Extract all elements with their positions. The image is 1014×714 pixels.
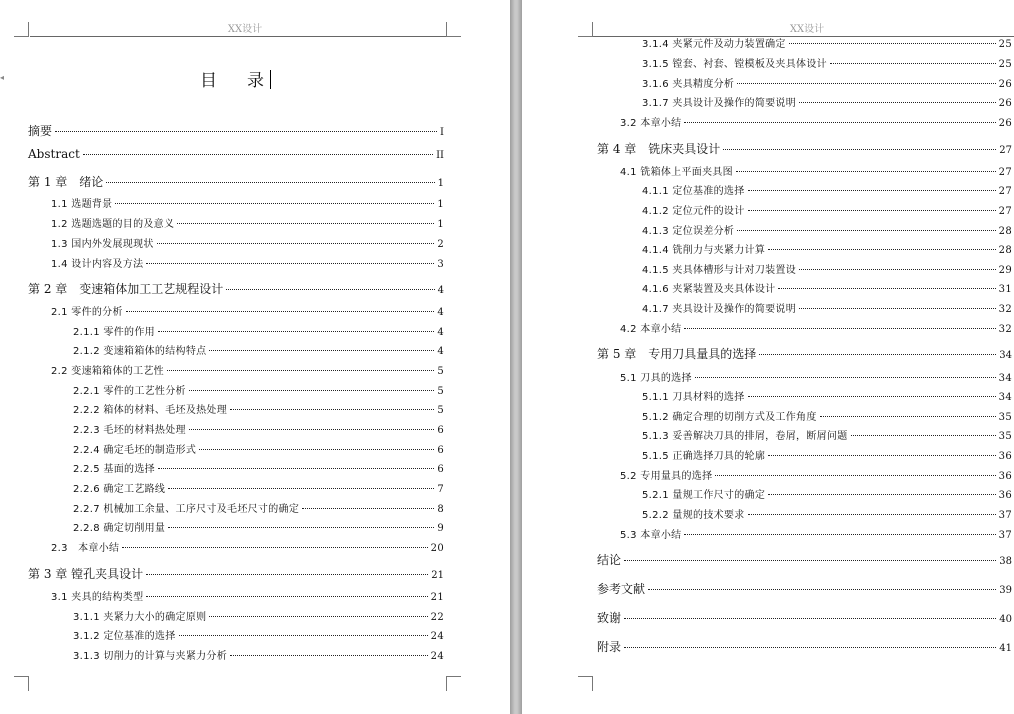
toc-dot-leader: [799, 308, 996, 309]
toc-section-entry[interactable]: [620, 371, 1012, 387]
toc-entry-title: 3.1.1 夹紧力大小的确定原则: [73, 612, 207, 623]
toc-dot-leader: [778, 288, 995, 289]
toc-section-entry[interactable]: [73, 610, 444, 626]
toc-dot-leader: [106, 182, 434, 183]
right-page: [522, 0, 1014, 714]
toc-dot-leader: [684, 328, 995, 329]
toc-page-number: 2: [437, 239, 444, 250]
toc-dot-leader: [115, 203, 434, 204]
margin-corner-mark: [578, 22, 593, 37]
toc-page-number: 1: [437, 219, 444, 230]
toc-entry-title: 2.2.8 确定切削用量: [73, 523, 166, 534]
toc-section-entry[interactable]: [642, 204, 1012, 220]
toc-page-number: 37: [998, 530, 1012, 541]
toc-entry-title: 附录: [597, 640, 622, 654]
toc-dot-leader: [624, 618, 996, 619]
toc-page-number: 31: [998, 284, 1012, 295]
toc-section-entry[interactable]: [642, 449, 1012, 465]
toc-chapter-entry[interactable]: [597, 552, 1012, 570]
toc-section-entry[interactable]: [642, 77, 1012, 93]
toc-dot-leader: [146, 596, 427, 597]
toc-entry-title: 4.1.2 定位元件的设计: [642, 206, 745, 217]
toc-dot-leader: [230, 655, 428, 656]
toc-section-entry[interactable]: [642, 282, 1012, 298]
toc-dot-leader: [83, 154, 433, 155]
toc-dot-leader: [768, 249, 996, 250]
toc-entry-title: 3.2 本章小结: [620, 118, 682, 129]
toc-section-entry[interactable]: [51, 237, 444, 253]
toc-dot-leader: [146, 263, 434, 264]
toc-section-entry[interactable]: [642, 37, 1012, 53]
toc-page-number: 4: [437, 346, 444, 357]
toc-section-entry[interactable]: [620, 469, 1012, 485]
toc-page-number: 36: [998, 471, 1012, 482]
toc-entry-title: 4.1.3 定位误差分析: [642, 226, 735, 237]
toc-dot-leader: [799, 269, 996, 270]
toc-page-number: 34: [998, 373, 1012, 384]
toc-section-entry[interactable]: [73, 325, 444, 341]
toc-entry-title: 第 5 章 专用刀具量具的选择: [597, 347, 757, 361]
toc-entry-title: Abstract: [28, 147, 80, 161]
toc-section-entry[interactable]: [620, 165, 1012, 181]
toc-section-entry[interactable]: [642, 57, 1012, 73]
toc-section-entry[interactable]: [51, 257, 444, 273]
toc-page-number: 6: [437, 445, 444, 456]
toc-dot-leader: [830, 63, 996, 64]
toc-section-entry[interactable]: [642, 184, 1012, 200]
toc-page-number: 5: [437, 405, 444, 416]
toc-entry-title: 3.1.6 夹具精度分析: [642, 79, 735, 90]
toc-entry-title: 致谢: [597, 611, 622, 625]
toc-dot-leader: [684, 122, 995, 123]
toc-entry-title: 2.2.1 零件的工艺性分析: [73, 386, 186, 397]
toc-dot-leader: [199, 449, 434, 450]
toc-section-entry[interactable]: [620, 528, 1012, 544]
toc-page-number: 26: [998, 79, 1012, 90]
toc-section-entry[interactable]: [73, 344, 444, 360]
toc-dot-leader: [55, 131, 437, 132]
toc-chapter-entry[interactable]: [597, 610, 1012, 628]
toc-dot-leader: [789, 43, 996, 44]
toc-dot-leader: [122, 547, 427, 548]
toc-entry-title: 3.1.2 定位基准的选择: [73, 631, 176, 642]
toc-entry-title: 3.1.3 切削力的计算与夹紧力分析: [73, 651, 228, 662]
toc-chapter-entry[interactable]: [597, 346, 1012, 364]
toc-entry-title: 3.1.5 镗套、衬套、镗模板及夹具体设计: [642, 59, 827, 70]
toc-chapter-entry[interactable]: [597, 141, 1012, 159]
toc-page-number: 21: [430, 592, 444, 603]
toc-entry-title: 2.2 变速箱箱体的工艺性: [51, 366, 164, 377]
toc-dot-leader: [146, 574, 428, 575]
toc-dot-leader: [179, 635, 428, 636]
toc-page-number: 27: [998, 186, 1012, 197]
toc-section-entry[interactable]: [642, 390, 1012, 406]
toc-entry-title: 2.2.2 箱体的材料、毛坯及热处理: [73, 405, 228, 416]
toc-page-number: 38: [999, 556, 1012, 567]
toc-dot-leader: [799, 102, 996, 103]
toc-page-number: 36: [998, 490, 1012, 501]
toc-dot-leader: [736, 171, 996, 172]
toc-entry-title: 4.1.5 夹具体槽形与计对刀装置设: [642, 265, 797, 276]
toc-dot-leader: [820, 416, 996, 417]
toc-section-entry[interactable]: [642, 224, 1012, 240]
margin-corner-mark: [14, 676, 29, 691]
toc-section-entry[interactable]: [642, 429, 1012, 445]
toc-page-number: 25: [998, 39, 1012, 50]
toc-dot-leader: [748, 210, 996, 211]
toc-dot-leader: [209, 350, 434, 351]
toc-dot-leader: [302, 508, 434, 509]
toc-entry-title: 4.1.1 定位基准的选择: [642, 186, 745, 197]
toc-entry-title: 第 4 章 铣床夹具设计: [597, 142, 721, 156]
toc-section-entry[interactable]: [73, 462, 444, 478]
toc-entry-title: 2.1.1 零件的作用: [73, 327, 155, 338]
toc-page-number: 21: [431, 570, 444, 581]
toc-entry-title: 第 1 章 绪论: [28, 175, 104, 189]
toc-page-number: 27: [998, 167, 1012, 178]
toc-entry-title: 第 2 章 变速箱体加工工艺规程设计: [28, 282, 224, 296]
toc-section-entry[interactable]: [642, 243, 1012, 259]
toc-dot-leader: [158, 468, 434, 469]
toc-dot-leader: [158, 331, 434, 332]
toc-page-number: 24: [430, 631, 444, 642]
toc-entry-title: 3.1 夹具的结构类型: [51, 592, 144, 603]
toc-section-entry[interactable]: [642, 508, 1012, 524]
toc-dot-leader: [648, 589, 996, 590]
toc-section-entry[interactable]: [642, 96, 1012, 112]
toc-dot-leader: [695, 377, 996, 378]
toc-entry-title: 3.1.7 夹具设计及操作的简要说明: [642, 98, 797, 109]
toc-chapter-entry[interactable]: [28, 566, 444, 584]
toc-entry-title: 2.2.4 确定毛坯的制造形式: [73, 445, 197, 456]
toc-page-number: 26: [998, 118, 1012, 129]
toc-dot-leader: [126, 311, 435, 312]
toc-chapter-entry[interactable]: [28, 123, 444, 141]
toc-entry-title: 5.1.1 刀具材料的选择: [642, 392, 745, 403]
running-header: XX设计: [789, 24, 825, 35]
toc-entry-title: 4.1.7 夹具设计及操作的简要说明: [642, 304, 797, 315]
toc-entry-title: 4.1 铣箱体上平面夹具图: [620, 167, 733, 178]
toc-entry-title: 第 3 章 镗孔夹具设计: [28, 567, 144, 581]
toc-section-entry[interactable]: [51, 197, 444, 213]
toc-chapter-entry[interactable]: [597, 581, 1012, 599]
toc-section-entry[interactable]: [73, 423, 444, 439]
toc-entry-title: 2.2.6 确定工艺路线: [73, 484, 166, 495]
toc-page-number: 37: [998, 510, 1012, 521]
toc-page-number: 29: [998, 265, 1012, 276]
toc-dot-leader: [768, 494, 996, 495]
toc-dot-leader: [748, 396, 996, 397]
toc-page-number: 27: [998, 206, 1012, 217]
toc-entry-title: 5.1.2 确定合理的切削方式及工作角度: [642, 412, 817, 423]
toc-title-char: 录: [247, 71, 264, 91]
toc-section-entry[interactable]: [73, 384, 444, 400]
toc-entry-title: 2.2.7 机械加工余量、工序尺寸及毛坯尺寸的确定: [73, 504, 300, 515]
page-gutter: [510, 0, 522, 714]
toc-page-number: 9: [437, 523, 444, 534]
toc-section-entry[interactable]: [73, 629, 444, 645]
toc-entry-title: 5.2.2 量规的技术要求: [642, 510, 745, 521]
toc-entry-title: 5.3 本章小结: [620, 530, 682, 541]
margin-corner-mark: [14, 22, 29, 37]
toc-section-entry[interactable]: [73, 649, 444, 665]
toc-page-number: 28: [998, 245, 1012, 256]
toc-page-number: 20: [430, 543, 444, 554]
toc-dot-leader: [189, 429, 435, 430]
toc-entry-title: 1.1 选题背景: [51, 199, 113, 210]
header-rule: [30, 36, 460, 37]
toc-page-number: 6: [437, 425, 444, 436]
toc-chapter-entry[interactable]: [597, 639, 1012, 657]
margin-corner-mark: [446, 22, 461, 37]
toc-page-number: 32: [998, 304, 1012, 315]
toc-page-number: 39: [999, 585, 1012, 596]
toc-dot-leader: [167, 370, 434, 371]
toc-page-number: 4: [437, 327, 444, 338]
toc-dot-leader: [748, 514, 996, 515]
toc-entry-title: 2.2.5 基面的选择: [73, 464, 155, 475]
toc-entry-title: 2.2.3 毛坯的材料热处理: [73, 425, 186, 436]
toc-entry-title: 5.2.1 量规工作尺寸的确定: [642, 490, 766, 501]
toc-section-entry[interactable]: [73, 403, 444, 419]
toc-page-number: 24: [430, 651, 444, 662]
toc-chapter-entry[interactable]: [28, 174, 444, 192]
toc-dot-leader: [226, 289, 434, 290]
toc-entry-title: 结论: [597, 553, 622, 567]
toc-dot-leader: [759, 354, 996, 355]
toc-entry-title: 1.2 选题选题的目的及意义: [51, 219, 175, 230]
toc-page-number: 6: [437, 464, 444, 475]
toc-section-entry[interactable]: [51, 590, 444, 606]
toc-entry-title: 2.3 本章小结: [51, 543, 120, 554]
toc-section-entry[interactable]: [642, 488, 1012, 504]
toc-page-number: 7: [437, 484, 444, 495]
toc-section-entry[interactable]: [642, 263, 1012, 279]
toc-page-number: 1: [437, 199, 444, 210]
toc-entry-title: 5.1 刀具的选择: [620, 373, 692, 384]
toc-dot-leader: [624, 647, 996, 648]
toc-section-entry[interactable]: [73, 443, 444, 459]
toc-dot-leader: [684, 534, 995, 535]
toc-page-number: 34: [999, 350, 1012, 361]
toc-section-entry[interactable]: [642, 302, 1012, 318]
toc-dot-leader: [168, 488, 434, 489]
toc-page-number: 34: [998, 392, 1012, 403]
margin-arrow-icon: ◂: [0, 73, 5, 82]
toc-page-number: 5: [437, 386, 444, 397]
toc-title: [200, 66, 264, 91]
toc-section-entry[interactable]: [51, 541, 444, 557]
toc-page-number: II: [436, 150, 444, 161]
toc-section-entry[interactable]: [73, 521, 444, 537]
toc-section-entry[interactable]: [620, 322, 1012, 338]
toc-dot-leader: [209, 616, 427, 617]
toc-title-char: 目: [200, 71, 217, 91]
toc-dot-leader: [737, 83, 995, 84]
toc-dot-leader: [748, 190, 996, 191]
toc-entry-title: 5.1.3 妥善解决刀具的排屑，卷屑，断屑问题: [642, 431, 848, 442]
toc-page-number: 26: [998, 98, 1012, 109]
toc-entry-title: 参考文献: [597, 582, 646, 596]
toc-dot-leader: [851, 435, 996, 436]
toc-entry-title: 4.2 本章小结: [620, 324, 682, 335]
toc-dot-leader: [715, 475, 995, 476]
toc-page-number: 4: [437, 285, 444, 296]
toc-page-number: 35: [998, 412, 1012, 423]
margin-corner-mark: [578, 676, 593, 691]
toc-dot-leader: [177, 223, 434, 224]
toc-page-number: 25: [998, 59, 1012, 70]
toc-dot-leader: [624, 560, 996, 561]
toc-entry-title: 2.1.2 变速箱箱体的结构特点: [73, 346, 207, 357]
toc-entry-title: 1.3 国内外发展现现状: [51, 239, 154, 250]
toc-page-number: 8: [437, 504, 444, 515]
toc-page-number: 3: [437, 259, 444, 270]
toc-section-entry[interactable]: [51, 305, 444, 321]
toc-page-number: 36: [998, 451, 1012, 462]
toc-entry-title: 2.1 零件的分析: [51, 307, 123, 318]
toc-page-number: 1: [437, 178, 444, 189]
toc-page-number: 35: [998, 431, 1012, 442]
toc-section-entry[interactable]: [73, 482, 444, 498]
toc-entry-title: 1.4 设计内容及方法: [51, 259, 144, 270]
toc-section-entry[interactable]: [73, 502, 444, 518]
toc-section-entry[interactable]: [51, 364, 444, 380]
toc-dot-leader: [768, 455, 996, 456]
toc-page-number: 5: [437, 366, 444, 377]
toc-page-number: 28: [998, 226, 1012, 237]
toc-page-number: 41: [999, 643, 1012, 654]
margin-corner-mark: [446, 676, 461, 691]
toc-chapter-entry[interactable]: [28, 281, 444, 299]
toc-dot-leader: [189, 390, 435, 391]
toc-page-number: 4: [437, 307, 444, 318]
toc-dot-leader: [168, 527, 434, 528]
toc-dot-leader: [230, 409, 434, 410]
toc-section-entry[interactable]: [51, 217, 444, 233]
toc-entry-title: 5.2 专用量具的选择: [620, 471, 713, 482]
toc-dot-leader: [157, 243, 435, 244]
toc-entry-title: 3.1.4 夹紧元件及动力装置确定: [642, 39, 786, 50]
toc-page-number: 22: [430, 612, 444, 623]
toc-entry-title: 4.1.4 铣削力与夹紧力计算: [642, 245, 766, 256]
toc-page-number: 40: [999, 614, 1012, 625]
running-header: XX设计: [227, 24, 263, 35]
toc-section-entry[interactable]: [642, 410, 1012, 426]
toc-chapter-entry[interactable]: [28, 146, 444, 164]
toc-entry-title: 4.1.6 夹紧装置及夹具体设计: [642, 284, 776, 295]
toc-entry-title: 5.1.5 正确选择刀具的轮廓: [642, 451, 766, 462]
toc-dot-leader: [723, 149, 996, 150]
toc-dot-leader: [737, 230, 995, 231]
toc-entry-title: 摘要: [28, 124, 53, 138]
toc-page-number: 32: [998, 324, 1012, 335]
text-cursor: [270, 70, 271, 89]
toc-section-entry[interactable]: [620, 116, 1012, 132]
toc-page-number: 27: [999, 145, 1012, 156]
toc-page-number: I: [440, 127, 444, 138]
